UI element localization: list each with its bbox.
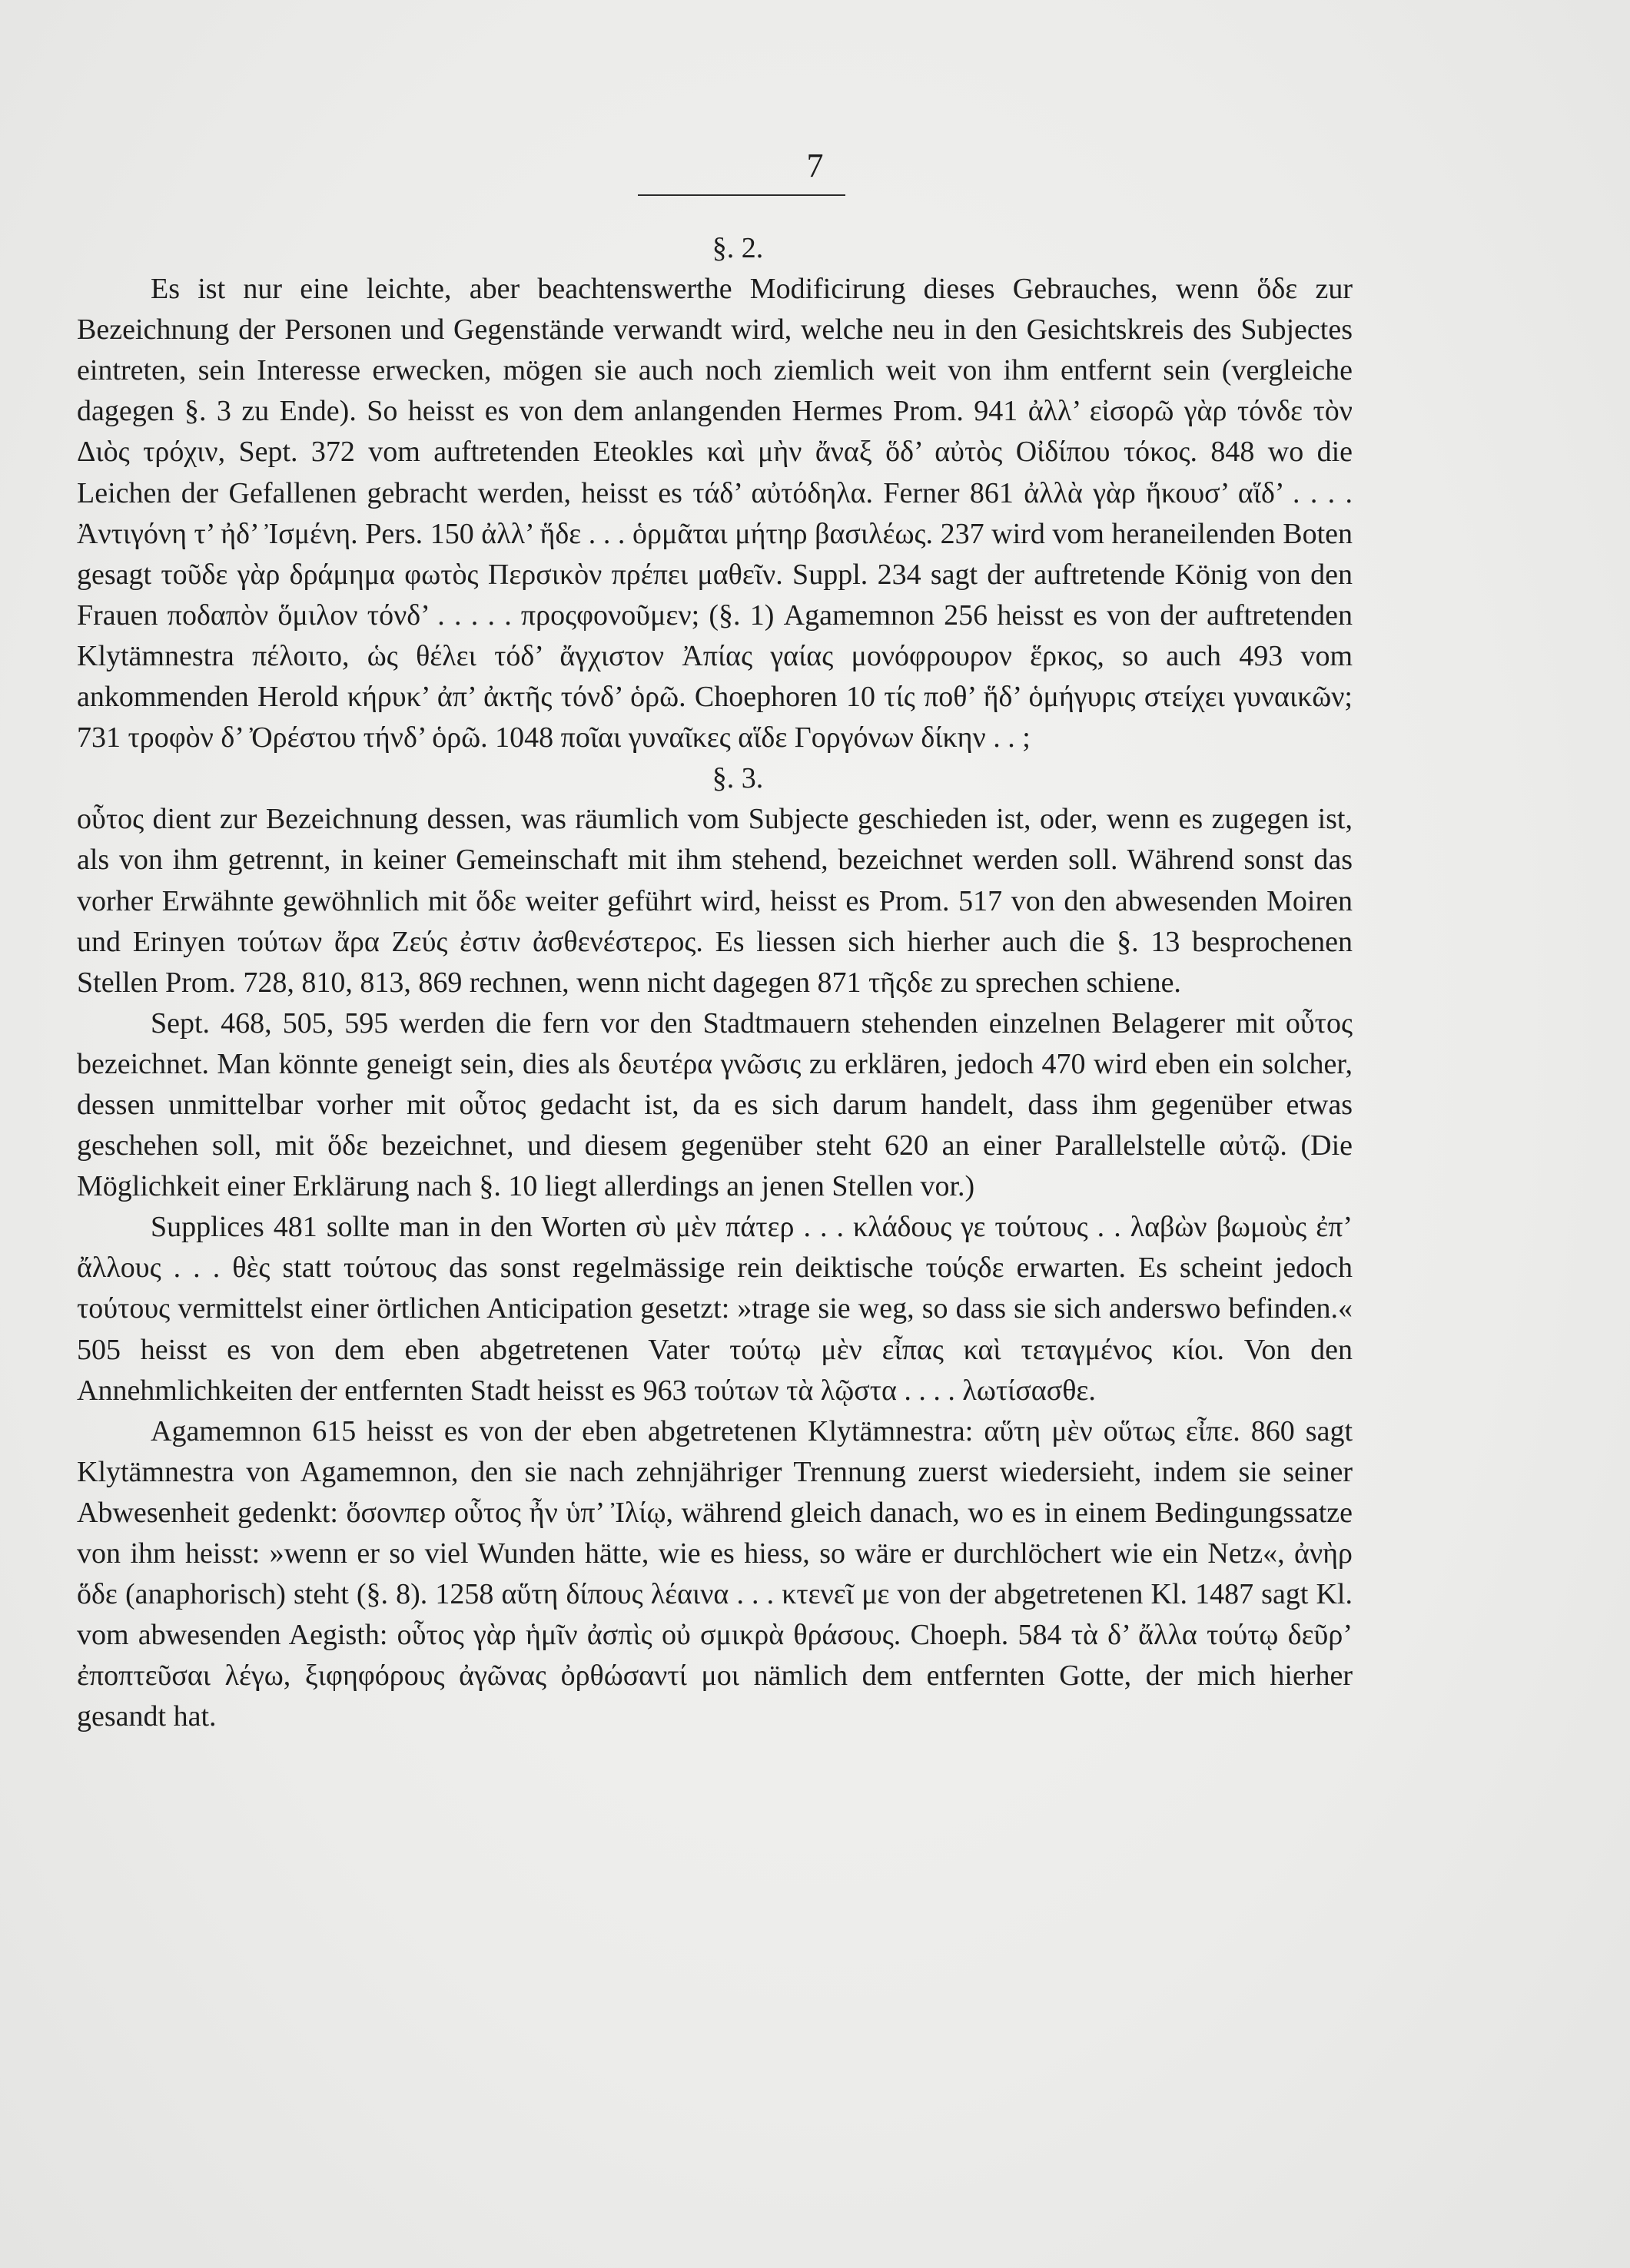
header-rule — [638, 194, 845, 196]
section-heading: §. 3. — [712, 762, 764, 795]
paragraph: Es ist nur eine leichte, aber beachtenswerthe Modificirung dieses Gebrauches, wenn ὅδε zur Bezeichnung der Personen und Gegenstände verwandt wird, welche neu in den Gesichtskreis des Subjectes eintreten, sein Interesse erwecken, mögen sie auch noch ziemlich weit von ihm entfernt sein (vergleiche dagegen §. 3 zu Ende). So heisst es von dem anlangenden Hermes Prom. 941 ἀλλ’ εἰσορῶ γὰρ τόνδε τὸν Διὸς τρόχιν, Sept. 372 vom auftretenden Eteokles καὶ μὴν ἄναξ ὅδ’ αὐτὸς Οἰδίπου τόκος. 848 wo die Leichen der Gefallenen gebracht werden, heisst es τάδ’ αὐτόδηλα. Ferner 861 ἀλλὰ γὰρ ἥκουσ’ αἵδ’ . . . . Ἀντιγόνη τ’ ἠδ’ Ἰσμένη. Pers. 150 ἀλλ’ ἥδε . . . ὁρμᾶται μήτηρ βασιλέως. 237 wird vom heraneilenden Boten gesagt τοῦδε γὰρ δράμημα φωτὸς Περσικὸν πρέπει μαθεῖν. Suppl. 234 sagt der auftretende König von den Frauen ποδαπὸν ὅμιλον τόνδ’ . . . . . προςφονοῦμεν; (§. 1) Agamemnon 256 heisst es von der auftretenden Klytämnestra πέλοιτο, ὡς θέλει τόδ’ ἄγχιστον Ἀπίας γαίας μονόφρουρον ἕρκος, so auch 493 vom ankommenden Herold κήρυκ’ ἀπ’ ἀκτῆς τόνδ’ ὁρῶ. Choephoren 10 τίς ποθ’ ἥδ’ ὁμήγυρις στείχει γυναικῶν; 731 τροφὸν δ’ Ὀρέστου τήνδ’ ὁρῶ. 1048 ποῖαι γυναῖκες αἵδε Γοργόνων δίκην . . ; — [77, 273, 1353, 754]
paragraph: Agamemnon 615 heisst es von der eben abgetretenen Klytämnestra: αὕτη μὲν οὕτως εἶπε. 860 sagt Klytämnestra von Agamemnon, den sie nach zehnjähriger Trennung zuerst wiedersieht, indem sie seiner Abwesenheit gedenkt: ὅσονπερ οὗτος ἦν ὑπ’ Ἰλίῳ, während gleich danach, wo es in einem Bedingungssatze von ihm heisst: »wenn er so viel Wunden hätte, wie es hiess, so wäre er durchlöchert wie ein Netz«, ἀνὴρ ὅδε (anaphorisch) steht (§. 8). 1258 αὕτη δίπους λέαινα . . . κτενεῖ με von der abgetretenen Kl. 1487 sagt Kl. vom abwesenden Aegisth: οὗτος γὰρ ἡμῖν ἀσπὶς οὐ σμικρὰ θράσους. Choeph. 584 τὰ δ’ ἄλλα τούτῳ δεῦρ’ ἐποπτεῦσαι λέγω, ξιφηφόρους ἀγῶνας ὀρθώσαντί μοι nämlich dem entfernten Gotte, der mich hierher gesandt hat. — [77, 1414, 1353, 1733]
paragraph: Sept. 468, 505, 595 werden die fern vor den Stadtmauern stehenden einzelnen Belagerer mit οὗτος bezeichnet. Man könnte geneigt sein, dies als δευτέρα γνῶσις zu erklären, jedoch 470 wird eben ein solcher, dessen unmittelbar vorher mit οὗτος gedacht ist, da es sich darum handelt, dass ihm gegenüber etwas geschehen soll, mit ὅδε bezeichnet, und diesem gegenüber steht 620 an einer Parallelstelle αὐτῷ. (Die Möglichkeit einer Erklärung nach §. 10 liegt allerdings an jenen Stellen vor.) — [77, 1006, 1353, 1203]
body-text — [77, 228, 1353, 1737]
paragraph: Supplices 481 sollte man in den Worten σὺ μὲν πάτερ . . . κλάδους γε τούτους . . λαβὼν βωμοὺς ἐπ’ ἄλλους . . . θὲς statt τούτους das sonst regelmässige rein deiktische τούςδε erwarten. Es scheint jedoch τούτους vermittelst einer örtlichen Anticipation gesetzt: »trage sie weg, so dass sie sich anderswo befinden.« 505 heisst es von dem eben abgetretenen Vater τούτῳ μὲν εἶπας καὶ τεταγμένος κίοι. Von den Annehmlichkeiten der entfernten Stadt heisst es 963 τούτων τὰ λῷστα . . . . λωτίσασθε. — [77, 1211, 1353, 1407]
paragraph: οὗτος dient zur Bezeichnung dessen, was räumlich vom Subjecte geschieden ist, oder, wenn es zugegen ist, als von ihm getrennt, in keiner Gemeinschaft mit ihm stehend, bezeichnet werden soll. Während sonst das vorher Erwähnte gewöhnlich mit ὅδε weiter geführt wird, heisst es Prom. 517 von den abwesenden Moiren und Erinyen τούτων ἄρα Ζεύς ἐστιν ἀσθενέστερος. Es liessen sich hierher auch die §. 13 besprochenen Stellen Prom. 728, 810, 813, 869 rechnen, wenn nicht dagegen 871 τῆςδε zu sprechen schiene. — [77, 803, 1353, 999]
section-heading: §. 2. — [712, 232, 764, 264]
page-number: 7 — [806, 147, 824, 184]
